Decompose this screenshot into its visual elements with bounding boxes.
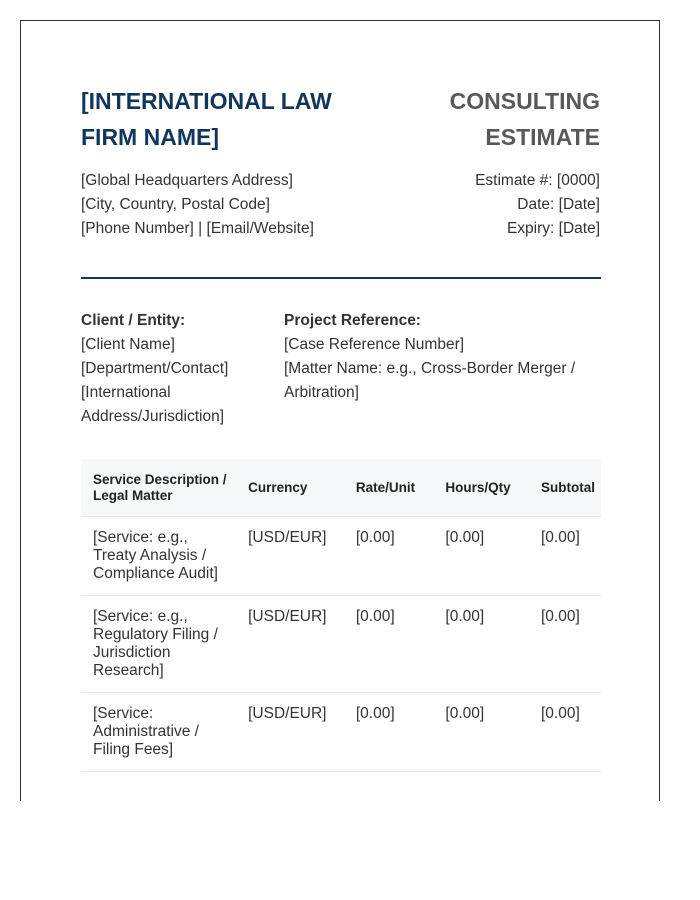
project-label: Project Reference: — [284, 312, 421, 329]
case-reference: [Case Reference Number] — [284, 336, 465, 353]
header-rate: Rate/Unit — [344, 459, 434, 517]
firm-name: [INTERNATIONAL LAW FIRM NAME] — [81, 88, 332, 150]
firm-contact-line: [Phone Number] | [Email/Website] — [81, 220, 314, 237]
cell-currency: [USD/EUR] — [236, 596, 344, 693]
estimate-number: Estimate #: [0000] — [475, 172, 600, 189]
client-label: Client / Entity: — [81, 312, 186, 329]
cell-currency: [USD/EUR] — [236, 693, 344, 772]
estimate-page — [20, 20, 660, 801]
firm-address — [81, 169, 314, 241]
cell-hours: [0.00] — [433, 596, 529, 693]
cell-subtotal: [0.00] — [529, 693, 601, 772]
table-row — [81, 693, 601, 772]
cell-rate: [0.00] — [344, 517, 434, 596]
header-currency: Currency — [236, 459, 344, 517]
cell-currency: [USD/EUR] — [236, 517, 344, 596]
cell-service: [Service: e.g., Regulatory Filing / Jurisdiction Research] — [81, 596, 236, 693]
client-contact: [Department/Contact] — [81, 360, 229, 377]
header-subtotal: Subtotal — [529, 459, 601, 517]
cell-rate: [0.00] — [344, 596, 434, 693]
services-table — [81, 459, 601, 772]
firm-address-line: [Global Headquarters Address] — [81, 172, 293, 189]
matter-name: [Matter Name: e.g., Cross-Border Merger / Arbitration] — [284, 360, 576, 401]
table-header-row — [81, 459, 601, 517]
document-title: CONSULTING ESTIMATE — [449, 88, 600, 150]
header-divider — [81, 277, 601, 279]
firm-address-line: [City, Country, Postal Code] — [81, 196, 270, 213]
client-block — [81, 309, 271, 429]
cell-hours: [0.00] — [433, 693, 529, 772]
header-service-description: Service Description / Legal Matter — [81, 459, 236, 517]
cell-subtotal: [0.00] — [529, 596, 601, 693]
client-name: [Client Name] — [81, 336, 175, 353]
cell-rate: [0.00] — [344, 693, 434, 772]
table-row — [81, 517, 601, 596]
cell-service: [Service: e.g., Treaty Analysis / Compliance Audit] — [81, 517, 236, 596]
estimate-meta — [475, 169, 600, 241]
estimate-date: Date: [Date] — [517, 196, 600, 213]
client-jurisdiction: [International Address/Jurisdiction] — [81, 384, 225, 425]
estimate-expiry: Expiry: [Date] — [506, 220, 600, 237]
table-row — [81, 596, 601, 693]
cell-subtotal: [0.00] — [529, 517, 601, 596]
header-hours: Hours/Qty — [433, 459, 529, 517]
cell-service: [Service: Administrative / Filing Fees] — [81, 693, 236, 772]
cell-hours: [0.00] — [433, 517, 529, 596]
project-block — [284, 309, 604, 405]
